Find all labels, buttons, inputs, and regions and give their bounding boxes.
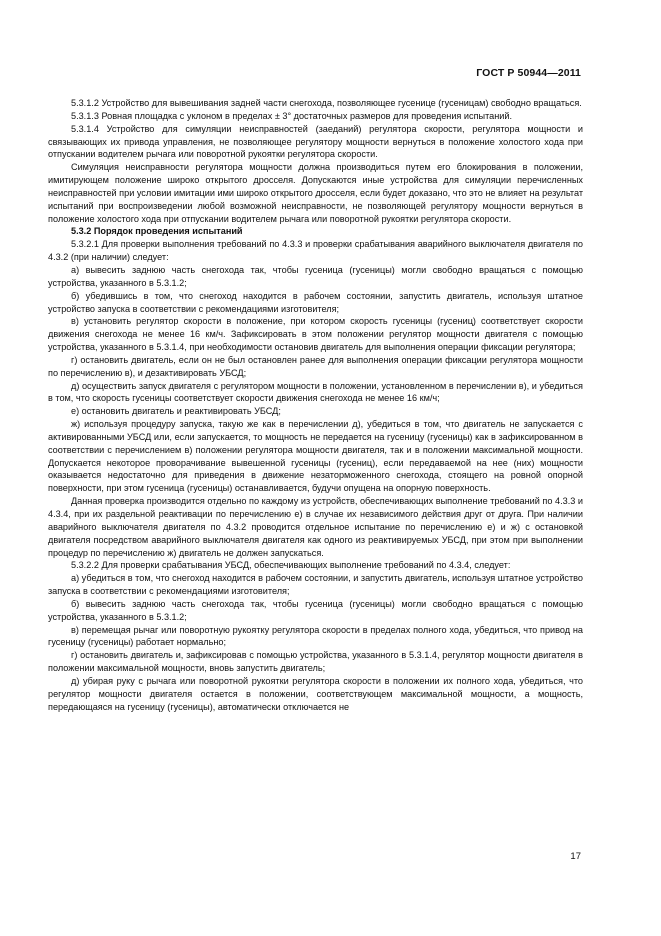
list-item: г) остановить двигатель, если он не был остановлен ранее для выполнения операции фиксации регулятора мощности по перечислению в), и дезактивировать УБСД; <box>48 354 583 378</box>
paragraph: 5.3.1.4 Устройство для симуляции неисправностей (заеданий) регулятора скорости, регулятора мощности и связывающих их привода управления, не позволяющее регулятору мощности вернуться в положение холостого хода при отпускании водителем рычага или поворотной рукоятки регулятора скорости. <box>48 123 583 160</box>
paragraph: 5.3.1.3 Ровная площадка с уклоном в пределах ± 3° достаточных размеров для проведения испытаний. <box>71 110 512 121</box>
page-number: 17 <box>570 851 581 862</box>
list-item: д) осуществить запуск двигателя с регулятором мощности в положении, установленном в перечислении в), и убедиться в том, что скорость гусеницы соответствует скорости движения снегохода не менее 16 км/ч; <box>48 380 583 404</box>
paragraph: 5.3.2.1 Для проверки выполнения требований по 4.3.3 и проверки срабатывания аварийного выключателя двигателя по 4.3.2 (при наличии) следует: <box>48 239 583 263</box>
list-item: ж) используя процедуру запуска, такую же как в перечислении д), убедиться в том, что двигатель не запускается с активированными УБСД или, если запускается, то мощность не передается на гусеницу (гусеницы) как в зафиксированном в соответствии с перечислением в) положении регулятора мощности двигателя, так и в положении максимальной мощности. Допускается некоторое проворачивание вывешенной гусеницы (гусениц), если передаваемой на нее (них) мощности оказывается недостаточно для приведения в движение незаторможенного снегохода, стоящего на ровной опорной поверхности, при этом гусеница (гусеницы) останавливается, будучи опущена на опорную поверхность. <box>48 419 583 494</box>
list-item: а) убедиться в том, что снегоход находится в рабочем состоянии, и запустить двигатель, используя штатное устройство запуска в соответствии с рекомендациями изготовителя; <box>48 573 583 597</box>
list-item: г) остановить двигатель и, зафиксировав с помощью устройства, указанного в 5.3.1.4, регулятор мощности двигателя в положении максимальной мощности, вновь запустить двигатель; <box>48 650 583 674</box>
list-item: б) убедившись в том, что снегоход находится в рабочем состоянии, запустить двигатель, используя штатное устройство запуска в соответствии с рекомендациями изготовителя; <box>48 290 583 314</box>
standard-header: ГОСТ Р 50944—2011 <box>476 67 581 79</box>
paragraph: Симуляция неисправности регулятора мощности должна производиться путем его блокирования в положении, имитирующем положение широко открытого дросселя. Допускаются иные устройства для симуляции перечисленных неисправностей при условии имитации ими широко открытого дросселя, если будет доказано, что это не влияет на результат испытаний при воспроизведении любой возможной неисправности, не позволяющей регулятору мощности вернуться в положение холостого хода при отпускании водителем рычага или поворотной рукоятки регулятора скорости. <box>48 162 583 224</box>
document-body <box>48 97 583 714</box>
section-heading: 5.3.2 Порядок проведения испытаний <box>71 226 243 237</box>
list-item: в) перемещая рычаг или поворотную рукоятку регулятора скорости в пределах полного хода, убедиться, что привод на гусеницу (гусеницы) работает нормально; <box>48 624 583 648</box>
paragraph: 5.3.2.2 Для проверки срабатывания УБСД, обеспечивающих выполнение требований по 4.3.4, следует: <box>71 560 511 571</box>
list-item: а) вывесить заднюю часть снегохода так, чтобы гусеница (гусеницы) могли свободно вращаться с помощью устройства, указанного в 5.3.1.2; <box>48 264 583 288</box>
paragraph: 5.3.1.2 Устройство для вывешивания задней части снегохода, позволяющее гусенице (гусеницам) свободно вращаться. <box>71 98 582 108</box>
list-item: д) убирая руку с рычага или поворотной рукоятки регулятора скорости в положении их полного хода, убедиться, что регулятор мощности двигателя остается в положении, соответствующем максимальной мощности, а мощность, передающаяся на гусеницу (гусеницы), автоматически отключается не <box>48 675 583 712</box>
list-item: б) вывесить заднюю часть снегохода так, чтобы гусеница (гусеницы) могли свободно вращаться с помощью устройства, указанного в 5.3.1.2; <box>48 598 583 622</box>
list-item: в) установить регулятор скорости в положение, при котором скорость гусеницы (гусениц) соответствует скорости движения снегохода не менее 16 км/ч. Зафиксировать в этом положении регулятор мощности двигателя с помощью устройства, указанного в 5.3.1.4, при необходимости остановив двигатель для выполнения операции фиксации регулятора; <box>48 316 583 353</box>
paragraph: Данная проверка производится отдельно по каждому из устройств, обеспечивающих выполнение требований по 4.3.3 и 4.3.4, при их раздельной реактивации по перечислению е) в случае их независимого действия друг от друга. При наличии аварийного выключателя двигателя по 4.3.2 проводится отдельное испытание по перечислению е) и ж) с остановкой двигателя посредством аварийного выключателя двигателя как одного из реактивируемых УБСД, при этом при выполнении процедур по перечислению ж) двигатель не должен запускаться. <box>48 496 583 558</box>
list-item: е) остановить двигатель и реактивировать УБСД; <box>71 406 281 417</box>
